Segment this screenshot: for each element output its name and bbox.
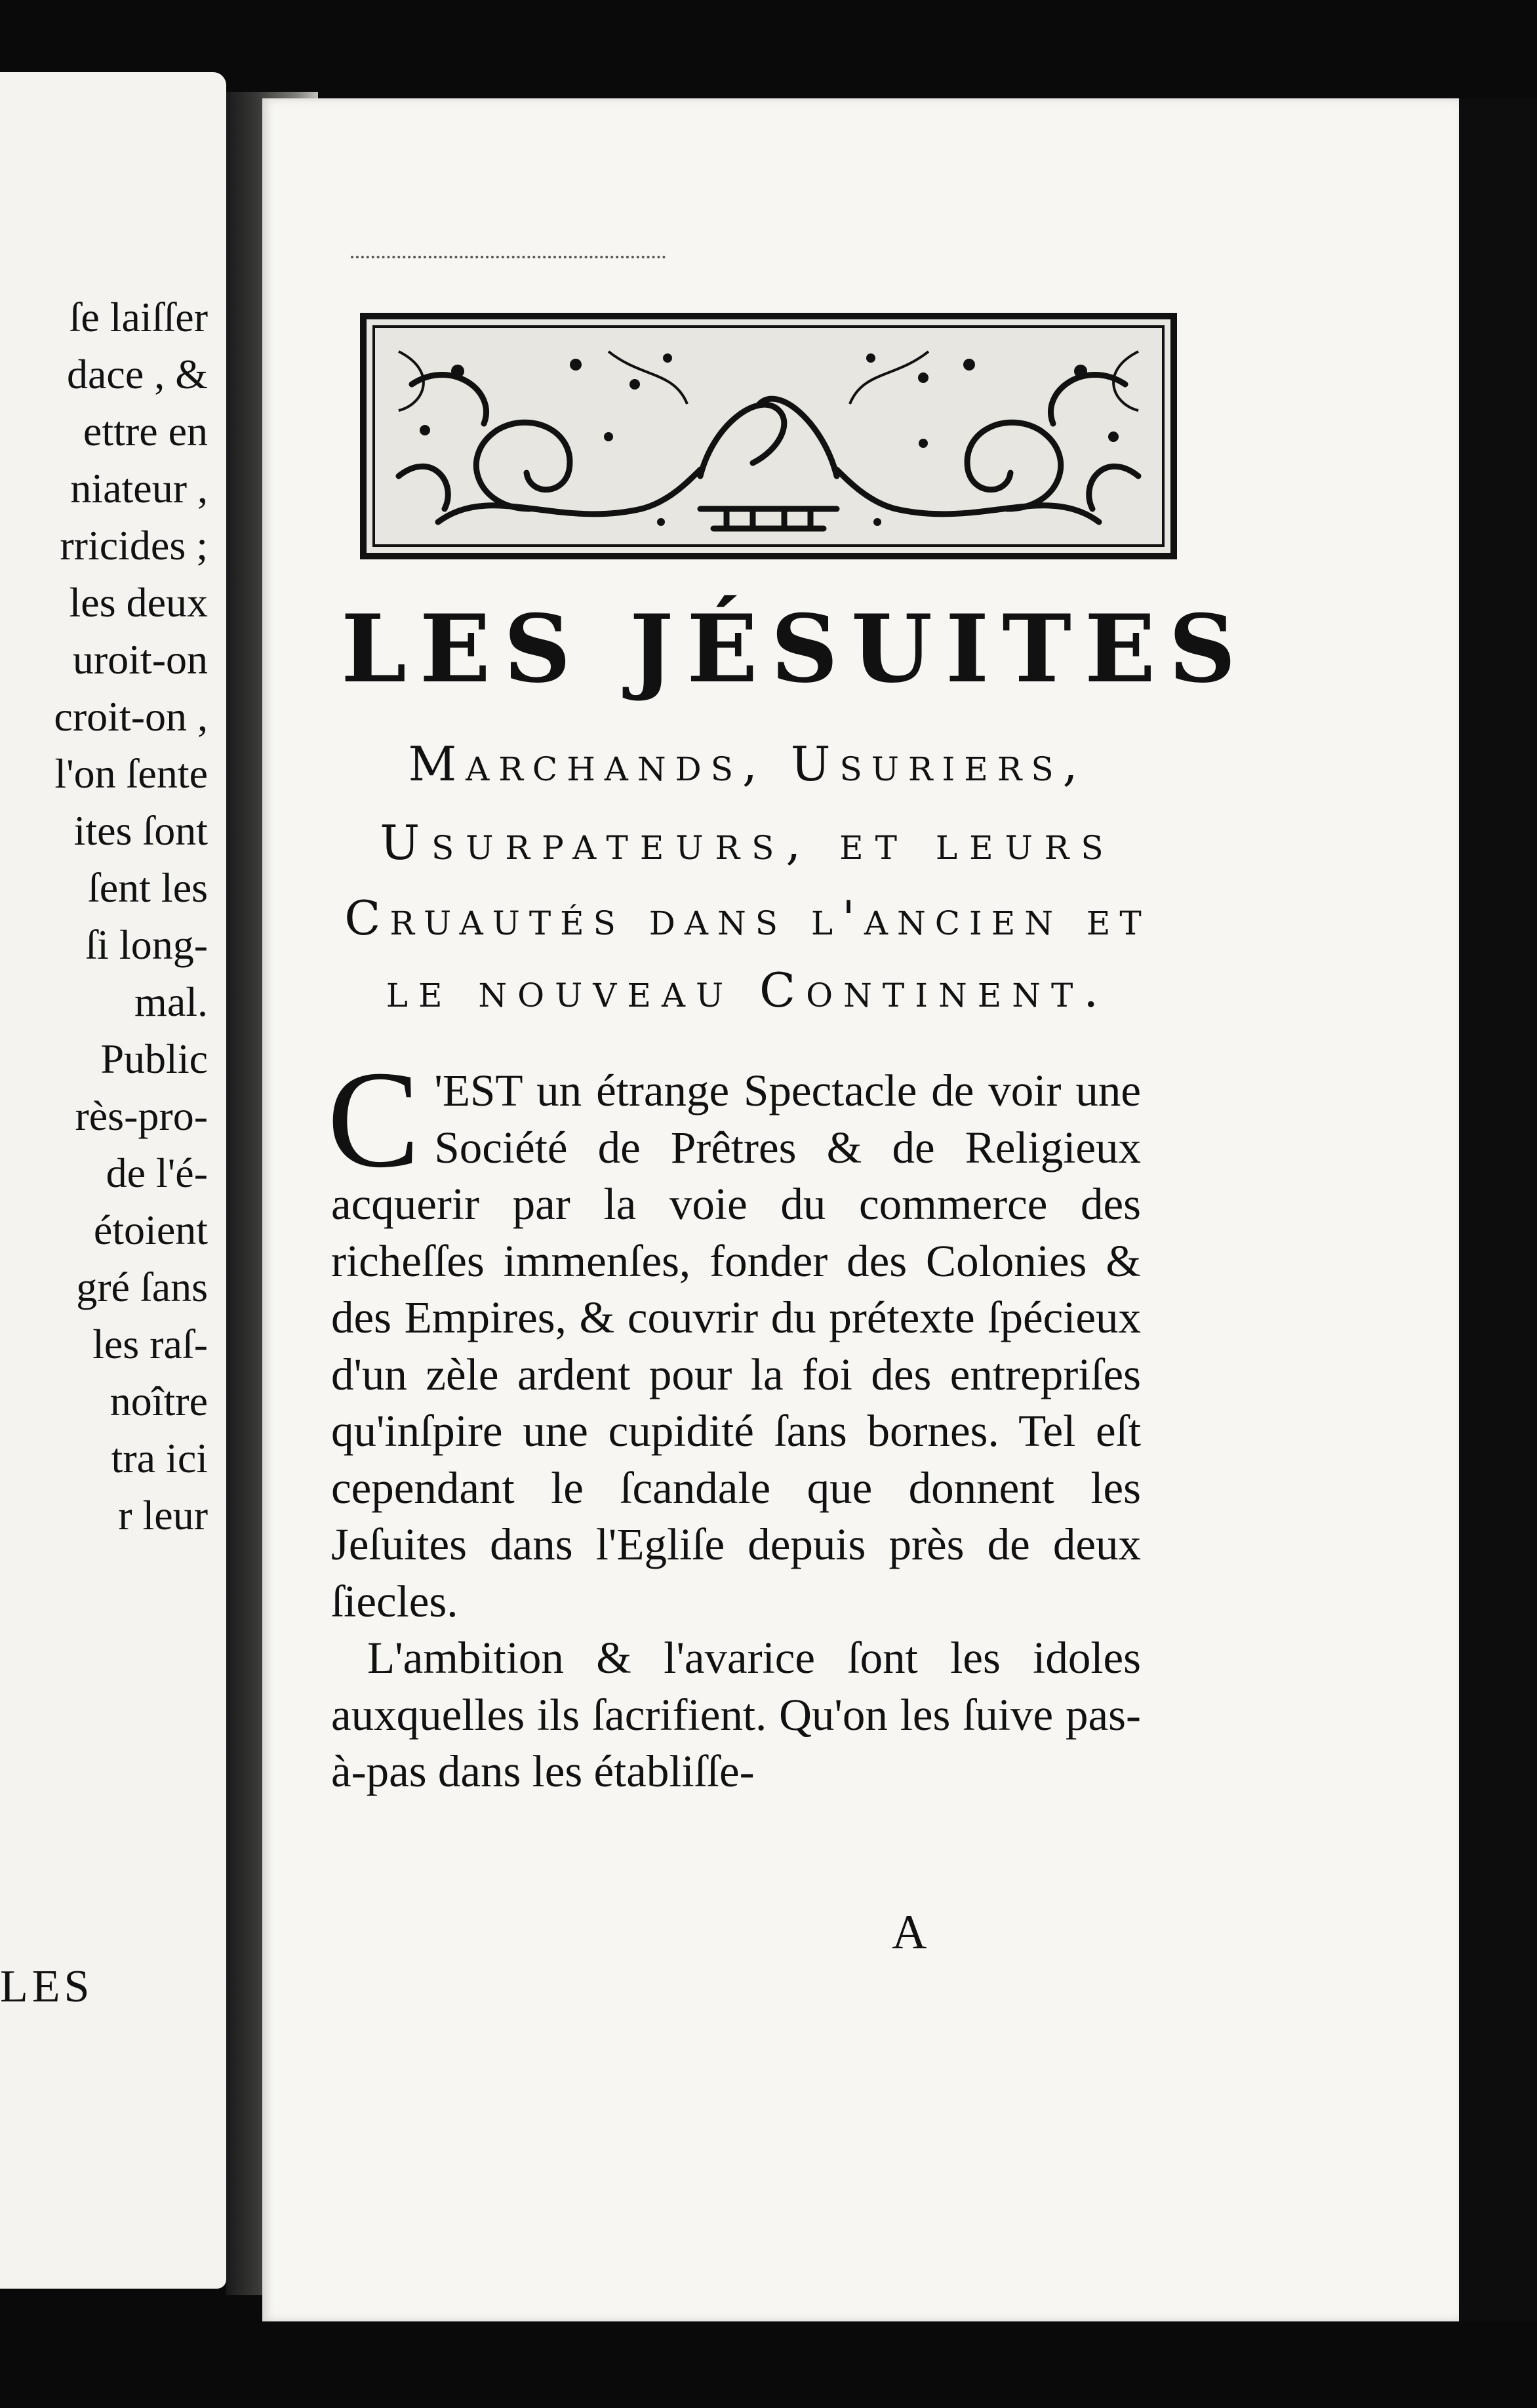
previous-page-line: ſent les [87,864,208,911]
previous-page-line: de l'é- [106,1150,208,1196]
previous-page-text [0,289,226,1544]
subtitle-line-2: Usurpateurs, et leurs [380,815,1115,870]
previous-page-line: rricides ; [60,522,208,569]
previous-page-line: r leur [118,1492,208,1538]
previous-page-line: mal. [134,978,208,1025]
previous-page-line: ites ſont [73,807,208,854]
subtitle-line-4: le nouveau Continent. [386,963,1109,1018]
signature-mark: A [892,1906,927,1959]
paragraph-1 [327,1042,1141,1630]
body-text [327,1042,1141,1800]
previous-page-line: rès-pro- [75,1093,208,1139]
page-title: LES JÉSUITES [341,595,1249,704]
paragraph-2: L'ambition & l'avarice ſont les idoles auxquelles ils ſacrifient. Qu'on les ſuive pas-à-pas dans les établiſſe- [331,1633,1141,1796]
previous-page-line: croit-on , [54,693,208,740]
paragraph-1-text: 'EST un étrange Spectacle de voir une Société de Prêtres & de Religieux acquerir par la voie du commerce des richeſſes immenſes, fonder des Colonies & des Empires, & couvrir du prétexte ſpécieux d'un zèle ardent pour la foi des entrepriſes qu'inſpire une cupidité ſans bornes. Tel eſt cependant le ſcandale que donnent les Jeſuites dans l'Egliſe depuis près de deux ſiecles. [331,1066,1141,1626]
page-edge-shadow [1459,98,1537,2321]
previous-page-line: Public [100,1035,208,1082]
decorative-headpiece [359,312,1178,560]
previous-page-line: niateur , [70,465,208,512]
previous-page-line: les raſ- [92,1321,208,1367]
previous-page-line: dace , & [67,351,208,397]
previous-page-line: les deux [69,579,208,626]
previous-page-line: noître [110,1378,208,1424]
previous-page-catchword: LES [0,1961,94,2012]
previous-page-line: ettre en [83,408,208,454]
previous-page-line: gré ſans [76,1264,208,1310]
subtitle-line-3: Cruautés dans l'ancien et [344,891,1151,946]
subtitle-line-1: Marchands, Usuriers, [408,736,1087,792]
previous-page-line: étoient [93,1207,208,1253]
previous-page-line: uroit-on [72,636,208,683]
drop-cap: C [327,1042,420,1196]
header-rule [351,256,666,265]
previous-page-line: tra ici [111,1435,208,1481]
previous-page-line: ſe laiſſer [69,294,208,340]
previous-page-line: ſi long- [85,921,208,968]
previous-page [0,72,226,2289]
previous-page-line: l'on ſente [54,750,208,797]
